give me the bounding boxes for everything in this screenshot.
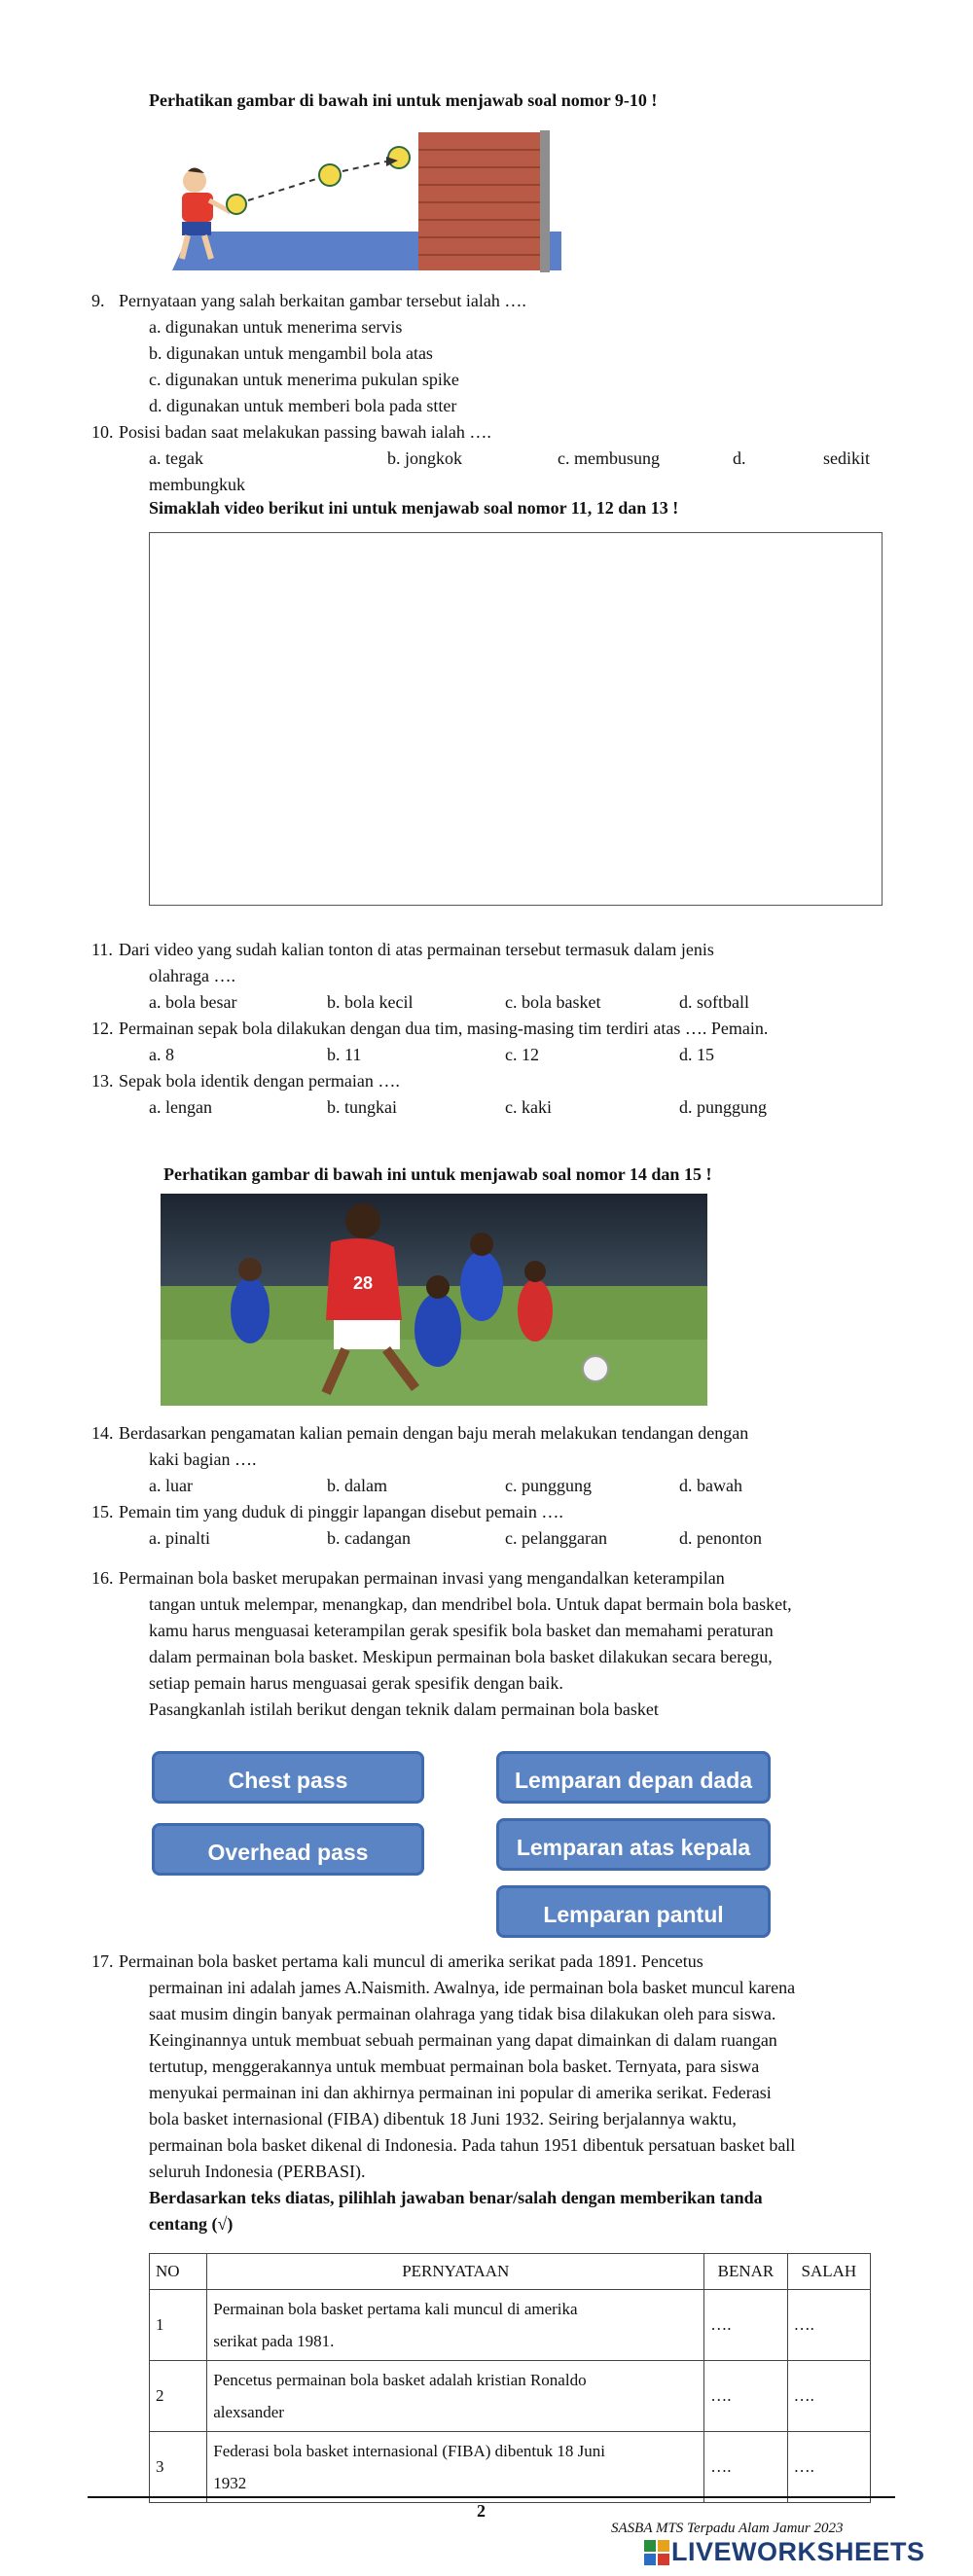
q9-option-d: d. digunakan untuk memberi bola pada stter: [149, 396, 457, 415]
row-salah-answer[interactable]: ….: [787, 2290, 870, 2361]
q14-options: [149, 1473, 888, 1499]
q15-options: [149, 1525, 888, 1552]
q10-option-d: d.: [733, 448, 746, 468]
q15-option-c: c. pelanggaran: [505, 1528, 607, 1548]
q17-instruction-line-1: Berdasarkan teks diatas, pilihlah jawaban benar/salah dengan memberikan tanda: [149, 2188, 763, 2207]
q12-option-c: c. 12: [505, 1045, 539, 1064]
q9-option-a: a. digunakan untuk menerima servis: [149, 317, 403, 337]
q17-line-6: menyukai permainan ini dan akhirnya permainan ini popular di amerika serikat. Federasi: [149, 2083, 772, 2102]
q16-line-5: setiap pemain harus menguasai gerak spesifik dengan baik.: [149, 1673, 563, 1693]
row-statement: Federasi bola basket internasional (FIBA) dibentuk 18 Juni 1932: [207, 2432, 704, 2503]
q10-option-b: b. jongkok: [387, 448, 463, 468]
instruction-11-13: Simaklah video berikut ini untuk menjawab soal nomor 11, 12 dan 13 !: [149, 498, 679, 518]
table-row: [150, 2361, 871, 2432]
q14-line2: kaki bagian ….: [149, 1449, 257, 1469]
question-9: 9. Pernyataan yang salah berkaitan gambar tersebut ialah ….: [91, 291, 526, 310]
q17-line-2: permainan ini adalah james A.Naismith. Awalnya, ide permainan bola basket muncul karena: [149, 1978, 796, 1997]
question-13: 13. Sepak bola identik dengan permaian ….: [91, 1071, 400, 1091]
volleyball-passing-illustration: [161, 125, 569, 280]
q11-option-d: d. softball: [679, 992, 749, 1012]
table-header-row: [150, 2254, 871, 2290]
q10-option-a: a. tegak: [149, 448, 203, 468]
col-no: NO: [150, 2254, 207, 2290]
q16-line-3: kamu harus menguasai keterampilan gerak spesifik bola basket dan memahami peraturan: [149, 1621, 774, 1640]
match-lemparan-depan-dada[interactable]: Lemparan depan dada: [496, 1751, 771, 1804]
match-chest-pass[interactable]: Chest pass: [152, 1751, 424, 1804]
instruction-9-10: Perhatikan gambar di bawah ini untuk menjawab soal nomor 9-10 !: [149, 90, 658, 110]
q13-option-c: c. kaki: [505, 1097, 552, 1117]
q9-option-c: c. digunakan untuk menerima pukulan spike: [149, 370, 459, 389]
row-benar-answer[interactable]: ….: [704, 2432, 787, 2503]
q16-line-2: tangan untuk melempar, menangkap, dan mendribel bola. Untuk dapat bermain bola basket,: [149, 1594, 792, 1614]
col-benar: BENAR: [704, 2254, 787, 2290]
video-placeholder[interactable]: [149, 532, 883, 906]
row-salah-answer[interactable]: ….: [787, 2432, 870, 2503]
q15-option-b: b. cadangan: [327, 1528, 411, 1548]
statement-table: [149, 2253, 871, 2503]
table-row: [150, 2432, 871, 2503]
match-lemparan-pantul[interactable]: Lemparan pantul: [496, 1885, 771, 1938]
row-salah-answer[interactable]: ….: [787, 2361, 870, 2432]
table-row: [150, 2290, 871, 2361]
q12-option-d: d. 15: [679, 1045, 714, 1064]
row-benar-answer[interactable]: ….: [704, 2361, 787, 2432]
row-statement: Pencetus permainan bola basket adalah kristian Ronaldo alexsander: [207, 2361, 704, 2432]
q17-line-9: seluruh Indonesia (PERBASI).: [149, 2162, 366, 2181]
question-11: 11. Dari video yang sudah kalian tonton di atas permainan tersebut termasuk dalam jenis: [91, 940, 714, 959]
match-lemparan-atas-kepala[interactable]: Lemparan atas kepala: [496, 1818, 771, 1871]
q10-option-c: c. membusung: [558, 448, 660, 468]
q10-option-d-wrap: membungkuk: [149, 475, 245, 494]
match-overhead-pass[interactable]: Overhead pass: [152, 1823, 424, 1876]
q16-line-4: dalam permainan bola basket. Meskipun permainan bola basket dilakukan secara beregu,: [149, 1647, 773, 1666]
row-no: 1: [150, 2290, 207, 2361]
q14-option-b: b. dalam: [327, 1476, 387, 1495]
q15-option-a: a. pinalti: [149, 1528, 210, 1548]
football-penalty-photo: [161, 1194, 707, 1406]
q14-option-c: c. punggung: [505, 1476, 592, 1495]
liveworksheets-brand[interactable]: LIVEWORKSHEETS: [671, 2537, 925, 2566]
q9-option-b: b. digunakan untuk mengambil bola atas: [149, 343, 433, 363]
row-no: 3: [150, 2432, 207, 2503]
q14-option-d: d. bawah: [679, 1476, 742, 1495]
q15-option-d: d. penonton: [679, 1528, 762, 1548]
q10-option-d-text: sedikit: [823, 448, 870, 468]
q13-options: [149, 1094, 888, 1121]
q13-option-d: d. punggung: [679, 1097, 767, 1117]
q12-option-b: b. 11: [327, 1045, 362, 1064]
question-16: 16. Permainan bola basket merupakan permainan invasi yang mengandalkan keterampilan: [91, 1568, 725, 1588]
footer-divider: [88, 2496, 895, 2498]
question-12: 12. Permainan sepak bola dilakukan dengan dua tim, masing-masing tim terdiri atas …. Pemain.: [91, 1019, 769, 1038]
q10-options: [149, 446, 888, 472]
question-10: 10. Posisi badan saat melakukan passing bawah ialah ….: [91, 422, 491, 442]
q11-options: [149, 989, 888, 1016]
footer-school: SASBA MTS Terpadu Alam Jamur 2023: [611, 2521, 844, 2536]
jersey-number: 28: [353, 1273, 374, 1293]
q17-line-5: tertutup, menggerakannya untuk membuat permainan bola basket. Ternyata, para siswa: [149, 2057, 760, 2076]
col-salah: SALAH: [787, 2254, 870, 2290]
row-statement: Permainan bola basket pertama kali muncul di amerika serikat pada 1981.: [207, 2290, 704, 2361]
q17-line-8: permainan bola basket dikenal di Indonesia. Pada tahun 1951 dibentuk persatuan basket ball: [149, 2135, 796, 2155]
q11-option-c: c. bola basket: [505, 992, 601, 1012]
q11-line2: olahraga ….: [149, 966, 235, 985]
instruction-14-15: Perhatikan gambar di bawah ini untuk menjawab soal nomor 14 dan 15 !: [163, 1164, 712, 1184]
q12-options: [149, 1042, 888, 1068]
page-number: 2: [477, 2501, 486, 2521]
q13-option-b: b. tungkai: [327, 1097, 397, 1117]
row-benar-answer[interactable]: ….: [704, 2290, 787, 2361]
q13-option-a: a. lengan: [149, 1097, 212, 1117]
q11-option-a: a. bola besar: [149, 992, 237, 1012]
q16-task: Pasangkanlah istilah berikut dengan teknik dalam permainan bola basket: [149, 1699, 659, 1719]
question-15: 15. Pemain tim yang duduk di pinggir lapangan disebut pemain ….: [91, 1502, 563, 1521]
liveworksheets-logo-icon: [644, 2540, 669, 2565]
question-17: 17. Permainan bola basket pertama kali muncul di amerika serikat pada 1891. Pencetus: [91, 1951, 703, 1971]
q11-option-b: b. bola kecil: [327, 992, 414, 1012]
q14-option-a: a. luar: [149, 1476, 193, 1495]
row-no: 2: [150, 2361, 207, 2432]
q12-option-a: a. 8: [149, 1045, 174, 1064]
col-pernyataan: PERNYATAAN: [207, 2254, 704, 2290]
question-14: 14. Berdasarkan pengamatan kalian pemain dengan baju merah melakukan tendangan dengan: [91, 1423, 749, 1443]
q17-instruction-line-2: centang (√): [149, 2214, 234, 2234]
q17-line-3: saat musim dingin banyak permainan olahraga yang tidak bisa dilakukan oleh para siswa.: [149, 2004, 776, 2023]
q17-line-4: Keinginannya untuk membuat sebuah permainan yang dapat dimainkan di dalam ruangan: [149, 2030, 777, 2050]
q17-line-7: bola basket internasional (FIBA) dibentuk 18 Juni 1932. Seiring berjalannya waktu,: [149, 2109, 737, 2129]
